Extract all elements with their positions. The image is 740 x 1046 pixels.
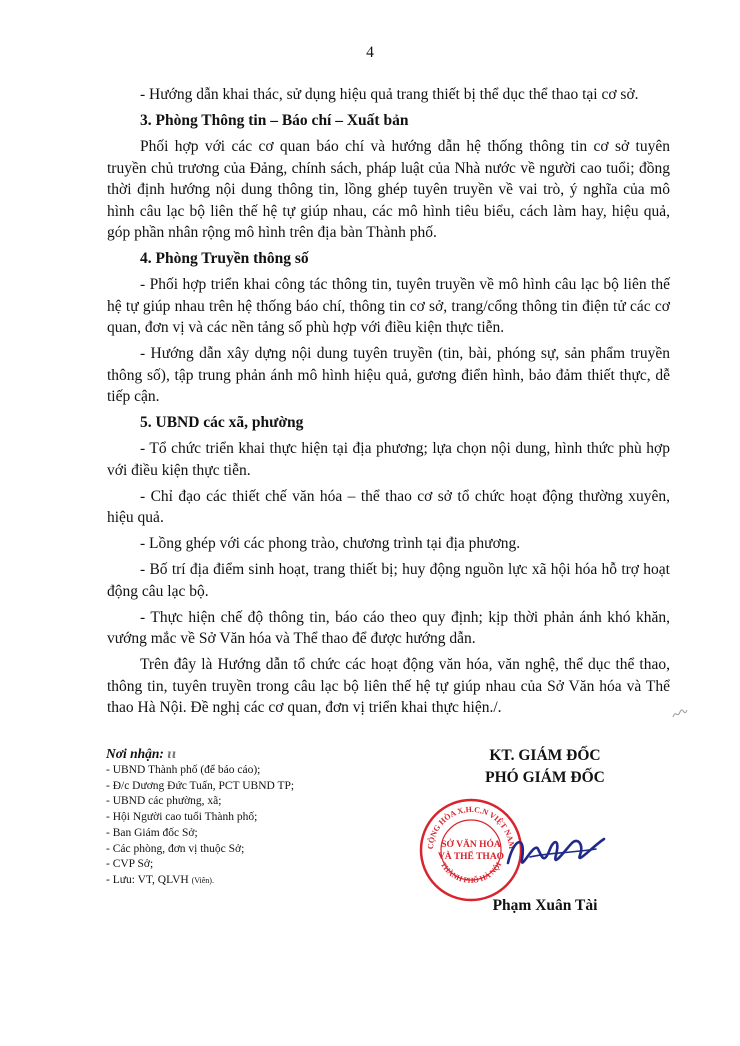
handwritten-mark — [671, 707, 689, 721]
body-paragraph: - Bố trí địa điểm sinh hoạt, trang thiết bị; huy động nguồn lực xã hội hóa hỗ trợ hoạt động câu lạc bộ. — [107, 561, 670, 600]
body-paragraph: - Hướng dẫn xây dựng nội dung tuyên truyền (tin, bài, phóng sự, sản phẩm truyền thông số), tập trung phản ánh mô hình hiệu quả, gương điển hình, bảo đảm thiết thực, dễ tiếp cận. — [107, 345, 670, 405]
signer-name: Phạm Xuân Tài — [492, 897, 598, 914]
recipient-item: - Ban Giám đốc Sở; — [106, 826, 198, 839]
svg-text:THÀNH PHỐ HÀ NỘI: THÀNH PHỐ HÀ NỘI — [438, 860, 504, 885]
document-body — [107, 84, 670, 723]
page-number: 4 — [366, 44, 374, 61]
recipients-block — [106, 745, 436, 889]
section-heading: 5. UBND các xã, phường — [140, 414, 304, 431]
body-paragraph: - Thực hiện chế độ thông tin, báo cáo theo quy định; kịp thời phản ánh khó khăn, vướng mắc về Sở Văn hóa và Thể thao để được hướng dẫn. — [107, 608, 670, 647]
recipient-item: - UBND Thành phố (để báo cáo); — [106, 764, 261, 776]
signature-title-line1: KT. GIÁM ĐỐC — [489, 747, 601, 764]
svg-text:VÀ THỂ THAO: VÀ THỂ THAO — [437, 852, 505, 862]
recipient-item: - Hội Người cao tuổi Thành phố; — [106, 811, 258, 824]
svg-text:SỞ VĂN HÓA: SỞ VĂN HÓA — [441, 840, 501, 850]
recipient-item: - CVP Sở; — [106, 858, 154, 871]
document-footer — [0, 745, 740, 1045]
body-paragraph: - Chỉ đạo các thiết chế văn hóa – thể thao cơ sở tổ chức hoạt động thường xuyên, hiệu quả. — [107, 487, 670, 526]
body-paragraph: - Tổ chức triển khai thực hiện tại địa phương; lựa chọn nội dung, hình thức phù hợp với điều kiện thực tiễn. — [107, 440, 670, 479]
body-paragraph: Trên đây là Hướng dẫn tổ chức các hoạt động văn hóa, văn nghệ, thể dục thể thao, thông tin, tuyên truyền trong câu lạc bộ liên thế hệ tự giúp nhau của Sở Văn hóa và Thể thao Hà Nội. Đề nghị các cơ quan, đơn vị triển khai thực hiện./. — [107, 656, 670, 716]
body-paragraph: Phối hợp với các cơ quan báo chí và hướng dẫn hệ thống thông tin cơ sở tuyên truyền chủ trương của Đảng, chính sách, pháp luật của Nhà nước về người cao tuổi; đồng thời định hướng nội dung thông tin, lồng ghép tuyên truyền về vai trò, ý nghĩa của mô hình câu lạc bộ liên thế hệ tự giúp nhau, các mô hình tiêu biểu, cách làm hay, hiệu quả, góp phần nhân rộng mô hình trên địa bàn Thành phố. — [107, 138, 670, 241]
section-heading: 4. Phòng Truyền thông số — [140, 250, 309, 267]
signature-title-line2: PHÓ GIÁM ĐỐC — [485, 769, 605, 786]
handwritten-signature — [500, 819, 610, 879]
recipients-initial: ɩɩ — [166, 747, 177, 761]
recipient-item: - UBND các phường, xã; — [106, 795, 222, 808]
body-paragraph: - Lồng ghép với các phong trào, chương trình tại địa phương. — [140, 535, 521, 552]
recipients-list — [106, 763, 436, 873]
recipient-item: - Các phòng, đơn vị thuộc Sở; — [106, 842, 245, 855]
body-paragraph: - Hướng dẫn khai thác, sử dụng hiệu quả trang thiết bị thể dục thể thao tại cơ sở. — [140, 86, 639, 103]
section-heading: 3. Phòng Thông tin – Báo chí – Xuất bản — [140, 112, 409, 129]
recipients-item-archive: - Lưu: VT, QLVH (Viên). — [106, 873, 214, 886]
signature-title-block — [440, 745, 650, 789]
recipients-title: Nơi nhận: ɩɩ — [106, 746, 177, 761]
svg-text:CỘNG HÒA X.H.C.N VIỆT NAM: CỘNG HÒA X.H.C.N VIỆT NAM — [425, 804, 517, 850]
recipient-item: - Đ/c Dương Đức Tuấn, PCT UBND TP; — [106, 779, 295, 792]
body-paragraph: - Phối hợp triển khai công tác thông tin, tuyên truyền về mô hình câu lạc bộ liên thế hệ tự giúp nhau trên hệ thống báo chí, thông tin cơ sở, trang/cổng thông tin điện tử các cơ quan, đơn vị và các nền tảng số phù hợp với điều kiện thực tiễn. — [107, 276, 670, 336]
